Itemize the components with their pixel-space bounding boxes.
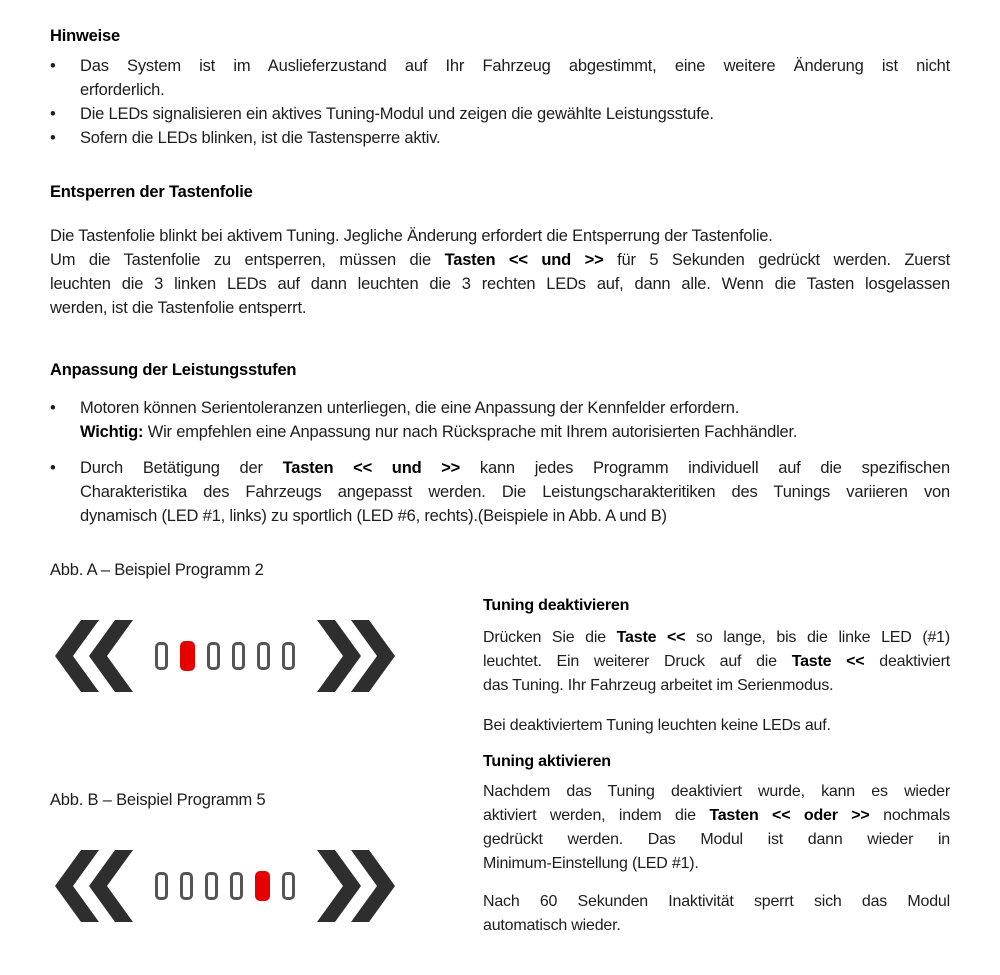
led-3 xyxy=(207,642,220,670)
list-item xyxy=(50,456,950,528)
tuning-deactivate-paragraph: Drücken Sie die Taste << so lange, bis die linke LED (#1) leuchtet. Ein weiterer Druck auf die Taste << deaktiviert das Tuning. Ihr Fahrzeug arbeitet im Serienmodus. xyxy=(483,629,950,694)
list-item-text: Motoren können Serientoleranzen unterliegen, die eine Anpassung der Kennfelder erfordern. Wichtig: Wir empfehlen eine Anpassung nur nach Rücksprache mit Ihrem autorisierten Fachhändler. xyxy=(80,399,798,441)
list-item-text: Die LEDs signalisieren ein aktives Tuning-Modul und zeigen die gewählte Leistungsstufe. xyxy=(80,105,714,123)
tuning-activate-paragraph: Nachdem das Tuning deaktiviert wurde, kann es wieder aktiviert werden, indem die Tasten << oder >> nochmals gedrückt werden. Das Modul ist dann wieder in Minimum-Einstellung (LED #1). xyxy=(483,783,950,872)
led-6 xyxy=(282,872,295,900)
led-5 xyxy=(255,871,270,901)
tuning-deactivate-title: Tuning deaktivieren xyxy=(483,597,630,614)
led-3 xyxy=(205,872,218,900)
led-display-a xyxy=(55,620,483,692)
led-row xyxy=(155,871,295,901)
double-chevron-right-icon xyxy=(317,850,395,922)
bullet-icon: • xyxy=(50,459,56,477)
list-item xyxy=(50,54,950,102)
bullet-icon: • xyxy=(50,129,56,147)
led-2 xyxy=(180,872,193,900)
list-item-text: Durch Betätigung der Tasten << und >> kann jedes Programm individuell auf die spezifischen Charakteristika des Fahrzeugs angepasst werden. Die Leistungscharakteritiken des Tunings variieren von dynamisch (LED #1, links) zu sportlich (LED #6, rechts).(Beispiele in Abb. A und B) xyxy=(80,459,950,525)
list-item-text: Sofern die LEDs blinken, ist die Tastensperre aktiv. xyxy=(80,129,441,147)
tuning-deactivate-note: Bei deaktiviertem Tuning leuchten keine LEDs auf. xyxy=(483,717,831,734)
section-title-anpassung: Anpassung der Leistungsstufen xyxy=(50,361,297,379)
bullet-icon: • xyxy=(50,105,56,123)
entsperren-paragraph: Die Tastenfolie blinkt bei aktivem Tuning. Jegliche Änderung erfordert die Entsperrung der Tastenfolie. Um die Tastenfolie zu entsperren, müssen die Tasten << und >> für 5 Sekunden gedrückt werden. Zuerst leuchten die 3 linken LEDs auf dann leuchten die 3 rechten LEDs auf, dann alle. Wenn die Tasten losgelassen werden, ist die Tastenfolie entsperrt. xyxy=(50,227,950,317)
section-title-hinweise: Hinweise xyxy=(50,27,120,45)
list-item xyxy=(50,102,950,126)
led-row xyxy=(155,641,295,671)
bullet-icon: • xyxy=(50,399,56,417)
led-4 xyxy=(232,642,245,670)
hinweise-list xyxy=(50,54,950,150)
list-item xyxy=(50,396,950,444)
two-column-section xyxy=(50,558,950,938)
figure-b-label: Abb. B – Beispiel Programm 5 xyxy=(50,791,266,809)
double-chevron-left-icon xyxy=(55,850,133,922)
led-display-b xyxy=(55,850,483,922)
led-1 xyxy=(155,642,168,670)
list-item xyxy=(50,126,950,150)
tuning-activate-title: Tuning aktivieren xyxy=(483,753,611,770)
bullet-icon: • xyxy=(50,57,56,75)
double-chevron-left-icon xyxy=(55,620,133,692)
figure-a-label: Abb. A – Beispiel Programm 2 xyxy=(50,561,264,579)
led-6 xyxy=(282,642,295,670)
figures-column xyxy=(50,558,483,938)
section-title-entsperren: Entsperren der Tastenfolie xyxy=(50,183,253,201)
led-5 xyxy=(257,642,270,670)
double-chevron-right-icon xyxy=(317,620,395,692)
tuning-text-column xyxy=(483,558,950,938)
tuning-auto-lock-paragraph: Nach 60 Sekunden Inaktivität sperrt sich das Modul automatisch wieder. xyxy=(483,893,950,934)
list-item-text: Das System ist im Auslieferzustand auf Ihr Fahrzeug abgestimmt, eine weitere Änderung ist nicht erforderlich. xyxy=(80,57,950,99)
led-2 xyxy=(180,641,195,671)
led-4 xyxy=(230,872,243,900)
led-1 xyxy=(155,872,168,900)
